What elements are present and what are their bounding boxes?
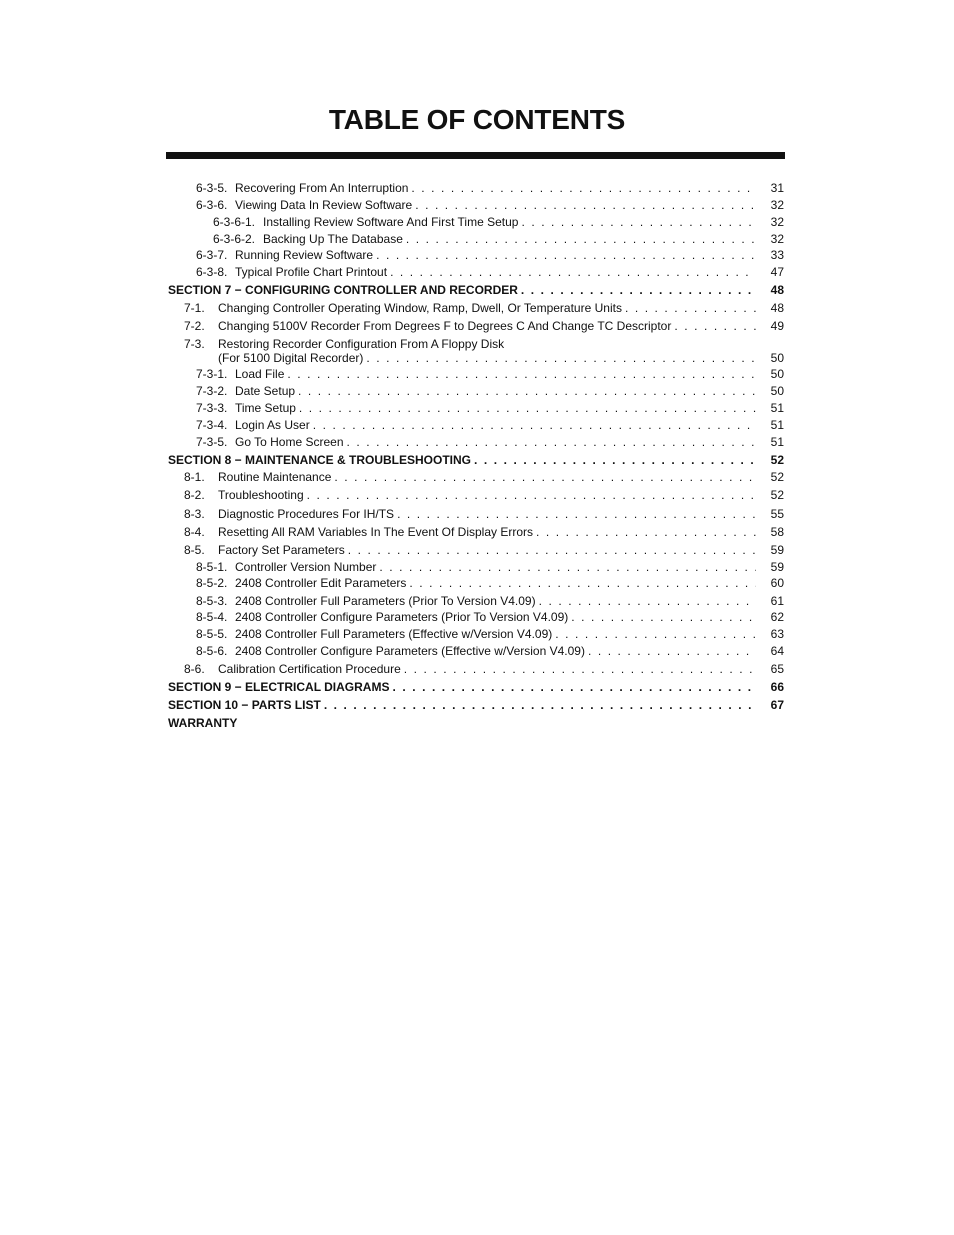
toc-entry-text [263,231,756,247]
toc-entry-text [235,643,756,659]
toc-entry-number: 8-5-6. [196,644,228,658]
toc-page-number: 48 [770,301,784,315]
toc-entry-number: 6-3-6-1. [213,215,256,229]
toc-entry-label: 2408 Controller Configure Parameters (Effective w/Version V4.09) [235,644,585,658]
dot-leader [588,643,756,659]
toc-entry-label: Factory Set Parameters [218,543,345,557]
toc-entry-number: 6-3-8. [196,265,228,279]
toc-entry-number: 7-2. [184,319,205,333]
dot-leader [415,197,756,213]
toc-entry[interactable] [168,559,784,575]
toc-entry-label: Calibration Certification Procedure [218,662,401,676]
toc-page-number: 51 [770,418,784,432]
toc-entry[interactable] [168,593,784,609]
toc-entry-label: Typical Profile Chart Printout [235,265,388,279]
toc-entry-number: 6-3-6. [196,198,228,212]
toc-entry-label: Go To Home Screen [235,435,344,449]
toc-page-number: 50 [770,384,784,398]
toc-entry-text [235,575,756,591]
toc-page-number: 48 [770,283,784,297]
toc-entry-text [218,350,756,366]
toc-entry-text [218,524,756,540]
toc-section-heading[interactable] [168,452,784,468]
toc-entry-label: (For 5100 Digital Recorder) [218,351,364,365]
dot-leader [539,593,756,609]
toc-entry-text [235,593,756,609]
dot-leader [307,487,756,503]
toc-entry-text [235,609,756,625]
dot-leader [298,383,756,399]
toc-page-number: 58 [770,525,784,539]
dot-leader [313,417,756,433]
toc-entry-text [235,197,756,213]
toc-entry[interactable] [168,264,784,280]
toc-entry-number: 6-3-5. [196,181,228,195]
dot-leader [348,542,756,558]
toc-entry-label: Controller Version Number [235,560,377,574]
toc-entry[interactable] [168,524,784,540]
toc-page-number: 65 [770,662,784,676]
toc-entry[interactable] [168,214,784,230]
toc-entry-label: Installing Review Software And First Time Setup [263,215,519,229]
toc-page-number: 59 [770,543,784,557]
table-of-contents [168,0,784,1235]
dot-leader [376,247,756,263]
toc-page-number: 66 [770,680,784,694]
toc-entry-label: SECTION 9 − ELECTRICAL DIAGRAMS [168,680,390,694]
toc-entry-label: WARRANTY [168,716,238,730]
toc-page-number: 49 [770,319,784,333]
dot-leader [324,697,756,713]
toc-entry-text [235,366,756,382]
toc-entry-number: 8-2. [184,488,205,502]
toc-entry-label: SECTION 8 − MAINTENANCE & TROUBLESHOOTING [168,453,472,467]
toc-entry-label: Time Setup [235,401,296,415]
toc-entry-label: Resetting All RAM Variables In The Event Of Display Errors [218,525,534,539]
dot-leader [409,575,756,591]
toc-entry-number: 6-3-7. [196,248,228,262]
toc-entry-text [168,679,756,695]
toc-entry[interactable] [168,417,784,433]
toc-page-number: 60 [770,576,784,590]
toc-entry-number: 8-5-5. [196,627,228,641]
toc-entry-label: 2408 Controller Full Parameters (Effective w/Version V4.09) [235,627,553,641]
toc-page-number: 47 [770,265,784,279]
dot-leader [521,282,756,298]
toc-page-number: 50 [770,367,784,381]
dot-leader [571,609,756,625]
toc-entry-label: Running Review Software [235,248,374,262]
toc-entry-text [235,180,756,196]
toc-entry-label: Changing Controller Operating Window, Ramp, Dwell, Or Temperature Units [218,301,622,315]
toc-page-number: 32 [770,232,784,246]
toc-entry-text [218,542,756,558]
dot-leader [521,214,756,230]
toc-entry-number: 8-6. [184,662,205,676]
toc-entry-number: 6-3-6-2. [213,232,256,246]
toc-entry-number: 8-4. [184,525,205,539]
toc-page-number: 59 [770,560,784,574]
toc-entry[interactable] [168,366,784,382]
toc-entry-number: 7-3-2. [196,384,228,398]
dot-leader [392,679,756,695]
toc-entry-number: 8-5-4. [196,610,228,624]
toc-entry[interactable] [168,626,784,642]
toc-entry-text [235,559,756,575]
toc-entry-label: Recovering From An Interruption [235,181,409,195]
toc-entry-text [218,487,756,503]
toc-entry-text [168,282,756,298]
dot-leader [674,318,756,334]
toc-entry-text [168,715,240,731]
toc-section-heading[interactable] [168,715,784,731]
toc-page-number: 62 [770,610,784,624]
toc-entry[interactable] [168,247,784,263]
toc-entry-label: Date Setup [235,384,296,398]
toc-page-number: 51 [770,401,784,415]
toc-entry-number: 8-5-2. [196,576,228,590]
dot-leader [411,180,756,196]
toc-entry[interactable] [168,643,784,659]
toc-entry-text [218,661,756,677]
toc-page-number: 33 [770,248,784,262]
toc-entry-label: 2408 Controller Full Parameters (Prior To Version V4.09) [235,594,536,608]
toc-page-number: 52 [770,470,784,484]
toc-entry-label: SECTION 10 − PARTS LIST [168,698,321,712]
toc-entry-text [235,434,756,450]
dot-leader [404,661,756,677]
toc-entry-label: 2408 Controller Edit Parameters [235,576,407,590]
toc-entry[interactable] [168,336,784,366]
toc-entry-number: 7-1. [184,301,205,315]
page-title: TABLE OF CONTENTS [328,104,626,135]
dot-leader [397,506,756,522]
toc-page-number: 32 [770,198,784,212]
toc-entry[interactable] [168,300,784,316]
toc-entry[interactable] [168,400,784,416]
toc-entry[interactable] [168,231,784,247]
toc-entry-number: 8-5. [184,543,205,557]
dot-leader [390,264,756,280]
toc-page-number: 67 [770,698,784,712]
toc-entry-text [218,506,756,522]
toc-entry-number: 7-3-4. [196,418,228,432]
toc-entry-text [263,214,756,230]
toc-entry[interactable] [168,542,784,558]
dot-leader [287,366,756,382]
toc-page-number: 63 [770,627,784,641]
toc-entry-text [218,469,756,485]
toc-entry-label: 2408 Controller Configure Parameters (Prior To Version V4.09) [235,610,569,624]
toc-entry[interactable] [168,609,784,625]
toc-entry-text [218,300,756,316]
toc-entry[interactable] [168,661,784,677]
toc-entry-label: Viewing Data In Review Software [235,198,413,212]
toc-section-heading[interactable] [168,679,784,695]
toc-entry-text [235,264,756,280]
toc-page-number: 52 [770,488,784,502]
toc-page-number: 52 [770,453,784,467]
toc-entry-text [235,400,756,416]
toc-entry[interactable] [168,575,784,591]
toc-section-heading[interactable] [168,697,784,713]
toc-page-number: 64 [770,644,784,658]
toc-entry-number: 8-3. [184,507,205,521]
toc-entry-number: 8-5-3. [196,594,228,608]
toc-entry-label: Backing Up The Database [263,232,403,246]
dot-leader [299,400,756,416]
toc-entry[interactable] [168,506,784,522]
toc-page-number: 55 [770,507,784,521]
toc-entry-number: 8-1. [184,470,205,484]
toc-entry[interactable] [168,487,784,503]
toc-entry-number: 8-5-1. [196,560,228,574]
dot-leader [536,524,756,540]
dot-leader [555,626,756,642]
toc-entry-label: Load File [235,367,285,381]
toc-entry-text [235,417,756,433]
toc-entry-text [235,383,756,399]
toc-entry-text [218,318,756,334]
toc-entry-label: Changing 5100V Recorder From Degrees F to Degrees C And Change TC Descriptor [218,319,672,333]
dot-leader [366,350,756,366]
toc-page-number: 51 [770,435,784,449]
toc-entry-text [235,247,756,263]
dot-leader [474,452,756,468]
toc-entry-label: Troubleshooting [218,488,304,502]
toc-entry-number: 7-3-1. [196,367,228,381]
toc-entry-title: Restoring Recorder Configuration From A Floppy Disk [218,337,505,351]
toc-entry-text [168,697,756,713]
toc-entry[interactable] [168,180,784,196]
toc-entry-label: Diagnostic Procedures For IH/TS [218,507,395,521]
toc-page-number: 31 [770,181,784,195]
toc-entry[interactable] [168,197,784,213]
dot-leader [379,559,756,575]
toc-entry-label: SECTION 7 − CONFIGURING CONTROLLER AND RECORDER [168,283,518,297]
toc-page-number: 61 [770,594,784,608]
toc-entry-text [235,626,756,642]
toc-section-heading[interactable] [168,282,784,298]
toc-entry-number: 7-3-3. [196,401,228,415]
toc-entry-label: Routine Maintenance [218,470,332,484]
toc-entry-label: Login As User [235,418,310,432]
toc-entry[interactable] [168,383,784,399]
dot-leader [406,231,756,247]
toc-entry[interactable] [168,434,784,450]
toc-entry-text [168,452,756,468]
dot-leader [347,434,757,450]
toc-page-number: 32 [770,215,784,229]
toc-page-number: 50 [770,351,784,365]
toc-entry[interactable] [168,318,784,334]
dot-leader [334,469,756,485]
toc-entry[interactable] [168,469,784,485]
dot-leader [625,300,756,316]
toc-entry-number: 7-3-5. [196,435,228,449]
toc-entry-number: 7-3. [184,337,205,351]
